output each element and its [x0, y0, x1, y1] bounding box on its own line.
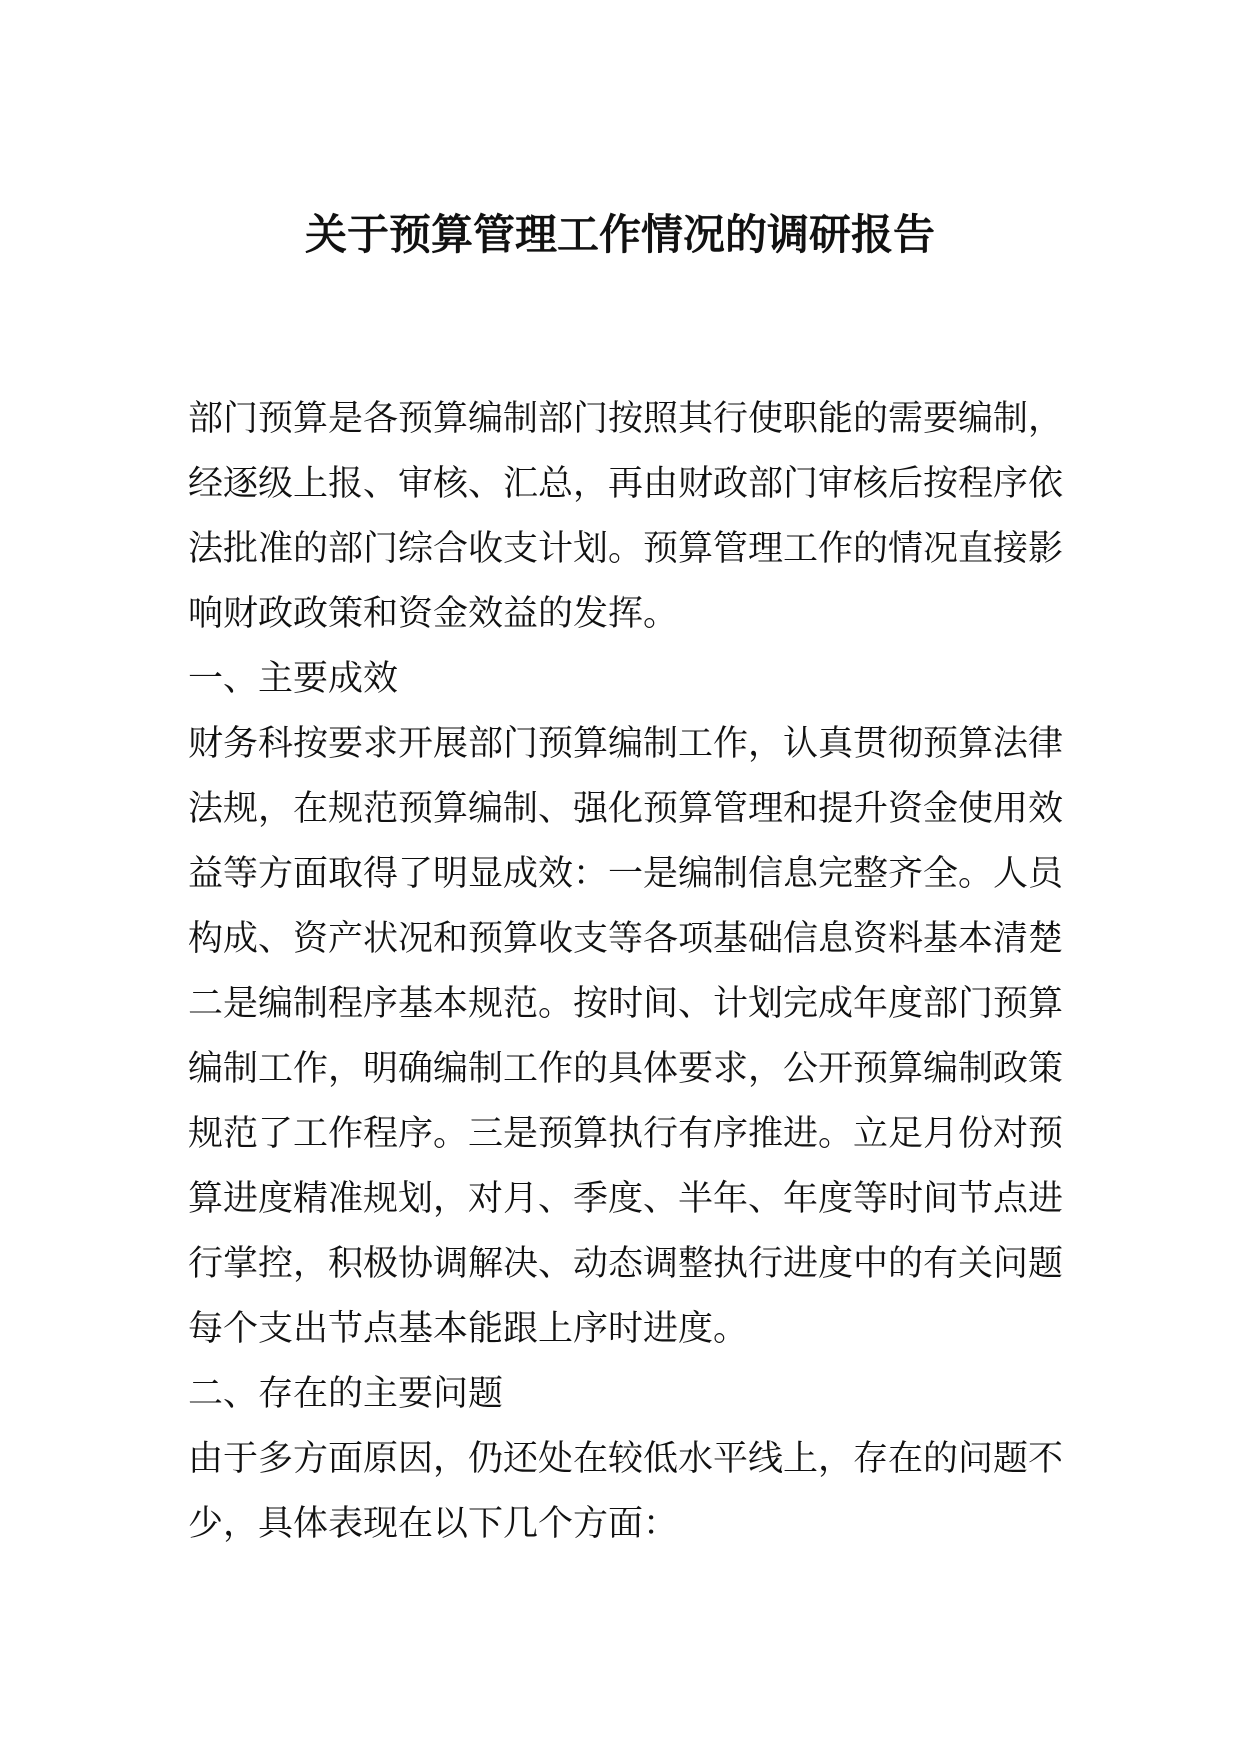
text-line: 行掌控，积极协调解决、动态调整执行进度中的有关问题	[188, 1244, 1064, 1284]
text-line: 法规，在规范预算编制、强化预算管理和提升资金使用效	[188, 789, 1064, 829]
section-heading: 二、存在的主要问题	[188, 1374, 504, 1414]
text-line: 法批准的部门综合收支计划。预算管理工作的情况直接影	[188, 529, 1064, 569]
text-line: 算进度精准规划，对月、季度、半年、年度等时间节点进	[188, 1179, 1064, 1219]
text-line: 响财政政策和资金效益的发挥。	[188, 594, 679, 634]
document-body	[188, 387, 1068, 1557]
text-line: 每个支出节点基本能跟上序时进度。	[188, 1309, 749, 1349]
document-title: 关于预算管理工作情况的调研报告	[304, 210, 935, 259]
text-line: 构成、资产状况和预算收支等各项基础信息资料基本清楚	[188, 919, 1064, 959]
section-heading: 一、主要成效	[188, 659, 399, 699]
text-line: 编制工作，明确编制工作的具体要求，公开预算编制政策	[188, 1049, 1064, 1089]
text-line: 益等方面取得了明显成效：一是编制信息完整齐全。人员	[188, 854, 1064, 894]
text-line: 规范了工作程序。三是预算执行有序推进。立足月份对预	[188, 1114, 1064, 1154]
text-line: 由于多方面原因，仍还处在较低水平线上，存在的问题不	[188, 1439, 1064, 1479]
text-line: 二是编制程序基本规范。按时间、计划完成年度部门预算	[188, 984, 1064, 1024]
text-line: 少，具体表现在以下几个方面：	[188, 1504, 679, 1544]
text-line: 财务科按要求开展部门预算编制工作，认真贯彻预算法律	[188, 724, 1064, 764]
text-line: 经逐级上报、审核、汇总，再由财政部门审核后按程序依	[188, 464, 1064, 504]
text-line: 部门预算是各预算编制部门按照其行使职能的需要编制，	[188, 399, 1064, 439]
